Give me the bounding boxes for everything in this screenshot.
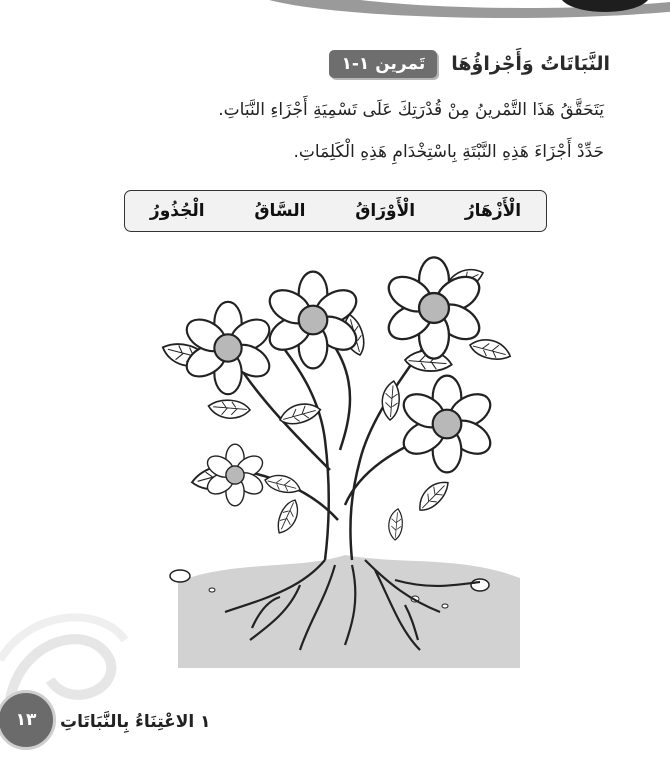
chapter-title: ١ الاعْتِنَاءُ بِالنَّبَاتَاتِ [60, 712, 211, 732]
exercise-badge: تَمرين ١-١ [329, 50, 437, 78]
instruction-line-2: حَدِّدْ أَجْزَاءَ هَذِهِ النَّبْتَةِ بِاسْتِخْدَامِ هَذِهِ الْكَلِمَاتِ. [293, 142, 604, 162]
word-leaves: الْأَوْرَاقُ [355, 201, 416, 221]
instruction-line-1: يَتَحَقَّقُ هَذَا التَّمْرينُ مِنْ قُدْرَتِكَ عَلَى تَسْمِيَةِ أَجْزَاءِ النَّبَاتِ. [218, 100, 604, 120]
word-roots: الْجُذُورُ [149, 201, 205, 221]
word-flowers: الْأَزْهَارُ [464, 201, 522, 221]
page-number: ١٣ [15, 710, 37, 730]
word-stem: السَّاقُ [254, 201, 306, 221]
soil [170, 555, 520, 668]
exercise-title: النَّبَاتَاتُ وَأَجْزاؤُهَا [451, 53, 610, 75]
flowers [181, 257, 496, 505]
